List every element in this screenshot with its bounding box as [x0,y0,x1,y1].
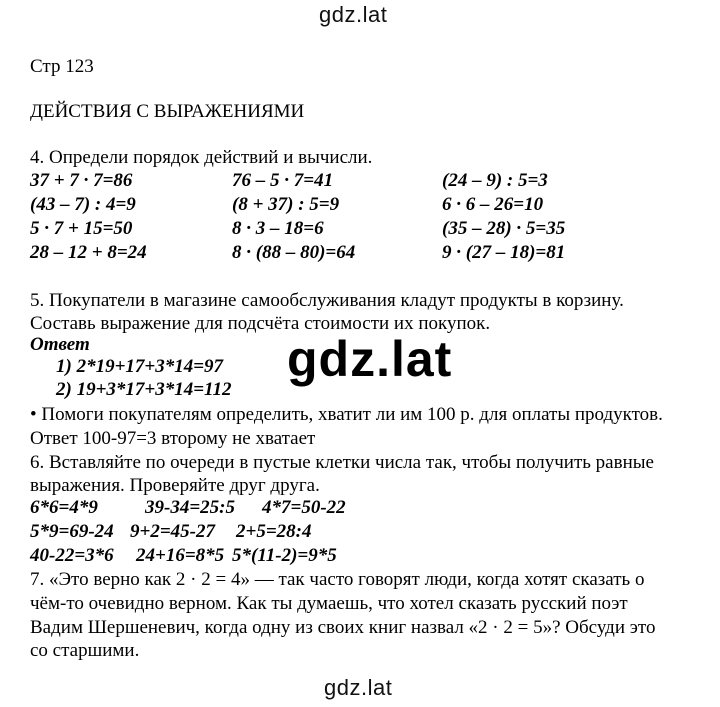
task6-cell: 4*7=50-22 [262,497,346,518]
watermark-middle: gdz.lat [287,331,453,387]
watermark-top: gdz.lat [319,2,388,27]
task4-cell: 9 · (27 – 18)=81 [442,242,566,263]
task4-cell: 37 + 7 · 7=86 [30,170,133,191]
task4-cell: 8 · (88 – 80)=64 [232,242,356,263]
task7-line2: чём-то очевидно верном. Как ты думаешь, что хотел сказать русский поэт [30,593,628,614]
task4-heading: 4. Определи порядок действий и вычисли. [30,147,373,168]
task6-cell: 2+5=28:4 [236,521,312,542]
task4-cell: (24 – 9) : 5=3 [442,170,548,191]
task4-cell: (43 – 7) : 4=9 [30,194,136,215]
task5-line2: Составь выражение для подсчёта стоимости их покупок. [30,313,491,334]
answer-label: Ответ [30,334,90,355]
task4-cell: (35 – 28) · 5=35 [442,218,566,239]
answer-item-1: 1) 2*19+17+3*14=97 [56,356,224,377]
section-title: ДЕЙСТВИЯ С ВЫРАЖЕНИЯМИ [30,101,305,122]
task7-line4: со старшими. [30,640,140,661]
task6-cell: 5*(11-2)=9*5 [232,545,337,566]
task4-cell: 76 – 5 · 7=41 [232,170,334,191]
watermark-bottom: gdz.lat [324,675,393,700]
task6-cell: 39-34=25:5 [145,497,235,518]
task4-cell: 5 · 7 + 15=50 [30,218,133,239]
answer-item-2: 2) 19+3*17+3*14=112 [56,379,232,400]
page-label: Стр 123 [30,56,94,77]
task6-cell: 24+16=8*5 [136,545,225,566]
task5-bullet: • Помоги покупателям определить, хватит ли им 100 р. для оплаты продуктов. [30,404,663,425]
task4-cell: (8 + 37) : 5=9 [232,194,340,215]
task4-cell: 28 – 12 + 8=24 [30,242,147,263]
task7-line1: 7. «Это верно как 2 · 2 = 4» — так часто говорят люди, когда хотят сказать о [30,569,645,590]
task5-line1: 5. Покупатели в магазине самообслуживания кладут продукты в корзину. [30,290,624,311]
task6-line2: выражения. Проверяйте друг друга. [30,475,320,496]
task6-line1: 6. Вставляйте по очереди в пустые клетки числа так, чтобы получить равные [30,452,654,473]
task4-cell: 6 · 6 – 26=10 [442,194,544,215]
task6-cell: 6*6=4*9 [30,497,98,518]
task6-cell: 9+2=45-27 [130,521,215,542]
task5-result: Ответ 100-97=3 второму не хватает [30,428,316,449]
task6-cell: 40-22=3*6 [30,545,114,566]
task7-line3: Вадим Шершеневич, когда одну из своих книг назвал «2 · 2 = 5»? Обсуди это [30,617,656,638]
task4-cell: 8 · 3 – 18=6 [232,218,324,239]
task6-cell: 5*9=69-24 [30,521,114,542]
